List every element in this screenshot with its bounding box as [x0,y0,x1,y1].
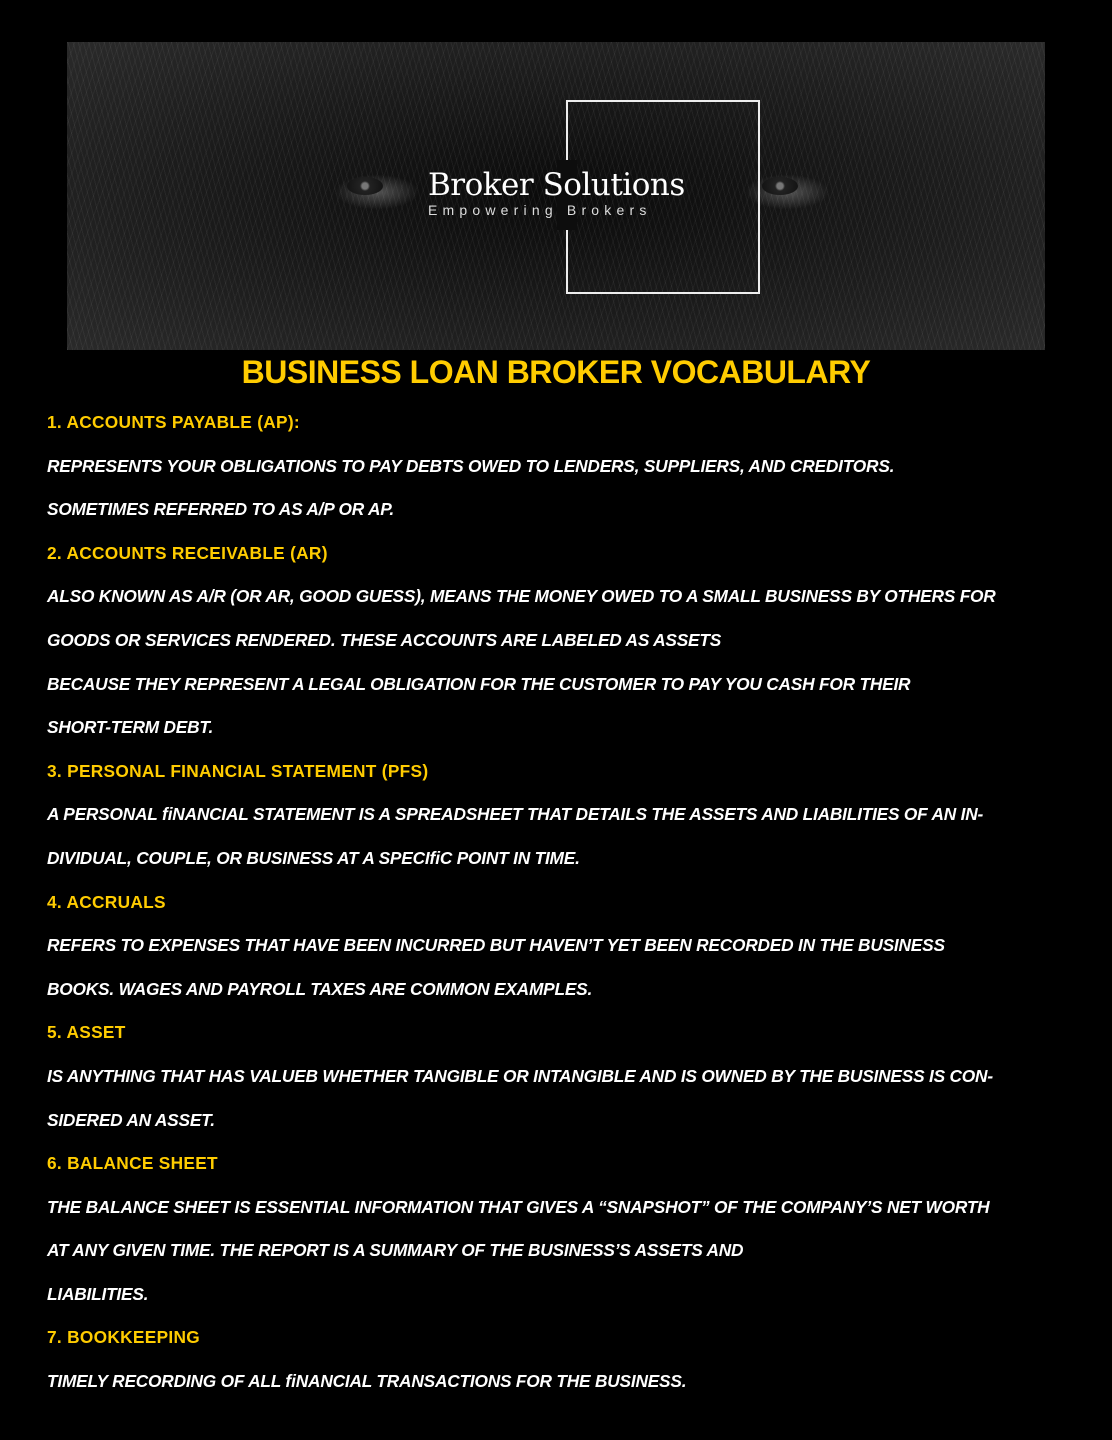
term-definition-line: AT ANY GIVEN TIME. THE REPORT IS A SUMMARY OF THE BUSINESS’S ASSETS AND [47,1240,744,1261]
term-definition-line: LIABILITIES. [47,1283,149,1304]
logo-title: Broker Solutions [428,167,685,203]
wolf-eye-right [762,177,798,195]
term-definition-line: ALSO KNOWN AS A/R (OR AR, GOOD GUESS), MEANS THE MONEY OWED TO A SMALL BUSINESS BY OTHERS FOR [47,586,996,607]
term-definition-line: GOODS OR SERVICES RENDERED. THESE ACCOUNTS ARE LABELED AS ASSETS [47,629,722,650]
term-heading: 5. ASSET [47,1022,126,1043]
term-heading: 3. PERSONAL FINANCIAL STATEMENT (PFS) [47,760,429,781]
term-heading: 6. BALANCE SHEET [47,1153,218,1174]
term-definition-line: THE BALANCE SHEET IS ESSENTIAL INFORMATION THAT GIVES A “SNAPSHOT” OF THE COMPANY’S NET WORTH [47,1196,990,1217]
logo-tagline: Empowering Brokers [428,202,652,218]
term-definition-line: TIMELY RECORDING OF ALL ﬁNANCIAL TRANSACTIONS FOR THE BUSINESS. [47,1371,687,1392]
term-definition-line: IS ANYTHING THAT HAS VALUEB WHETHER TANGIBLE OR INTANGIBLE AND IS OWNED BY THE BUSINESS IS CON- [47,1065,993,1086]
term-heading: 4. ACCRUALS [47,891,166,912]
vocabulary-list [47,401,1077,1404]
term-definition-line: SIDERED AN ASSET. [47,1109,215,1130]
term-definition-line: SOMETIMES REFERRED TO AS A/P OR AP. [47,499,394,520]
term-definition-line: REPRESENTS YOUR OBLIGATIONS TO PAY DEBTS OWED TO LENDERS, SUPPLIERS, AND CREDITORS. [47,455,895,476]
term-definition-line: SHORT-TERM DEBT. [47,717,214,738]
header-banner [67,42,1045,350]
term-definition-line: A PERSONAL ﬁNANCIAL STATEMENT IS A SPREADSHEET THAT DETAILS THE ASSETS AND LIABILITIES OF AN IN- [47,804,984,825]
term-heading: 7. BOOKKEEPING [47,1327,201,1348]
term-definition-line: DIVIDUAL, COUPLE, OR BUSINESS AT A SPECIﬁC POINT IN TIME. [47,847,580,868]
term-definition-line: BOOKS. WAGES AND PAYROLL TAXES ARE COMMON EXAMPLES. [47,978,593,999]
term-heading: 1. ACCOUNTS PAYABLE (AP): [47,412,300,432]
term-heading: 2. ACCOUNTS RECEIVABLE (AR) [47,542,328,563]
wolf-eye-left [347,177,383,195]
term-definition-line: BECAUSE THEY REPRESENT A LEGAL OBLIGATION FOR THE CUSTOMER TO PAY YOU CASH FOR THEIR [47,673,911,694]
term-definition-line: REFERS TO EXPENSES THAT HAVE BEEN INCURRED BUT HAVEN’T YET BEEN RECORDED IN THE BUSINESS [47,935,945,956]
page-title: BUSINESS LOAN BROKER VOCABULARY [241,354,871,390]
